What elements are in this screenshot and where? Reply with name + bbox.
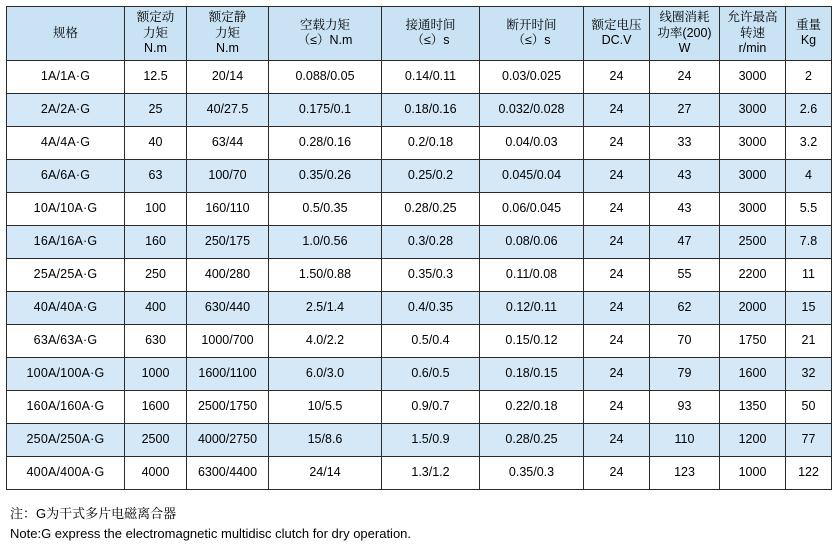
cell-rated-static-torque: 1600/1100 [187, 357, 269, 390]
cell-model: 40A/40A·G [7, 291, 125, 324]
header-line: W [678, 41, 691, 56]
header-line: N.m [216, 41, 239, 56]
table-body [7, 60, 832, 489]
cell-no-load-torque: 1.0/0.56 [269, 225, 382, 258]
cell-engage-time: 0.25/0.2 [382, 159, 480, 192]
column-header-weight [786, 7, 832, 61]
note-english: Note:G express the electromagnetic multidisc clutch for dry operation. [10, 526, 412, 542]
cell-rated-dynamic-torque: 630 [125, 324, 187, 357]
header-line: 额定电压 [591, 17, 642, 32]
cell-weight: 21 [786, 324, 832, 357]
cell-engage-time: 0.35/0.3 [382, 258, 480, 291]
header-line: 功率(200) [657, 25, 712, 40]
header-line: 接通时间 [405, 17, 456, 32]
table-row [7, 291, 832, 324]
cell-rated-dynamic-torque: 2500 [125, 423, 187, 456]
cell-rated-dynamic-torque: 1600 [125, 390, 187, 423]
header-line: 转速 [739, 25, 765, 40]
cell-rated-static-torque: 400/280 [187, 258, 269, 291]
cell-no-load-torque: 6.0/3.0 [269, 357, 382, 390]
cell-engage-time: 0.5/0.4 [382, 324, 480, 357]
cell-model: 4A/4A·G [7, 126, 125, 159]
table-header-row [7, 7, 832, 61]
cell-rated-voltage: 24 [584, 258, 650, 291]
table-row [7, 192, 832, 225]
cell-weight: 122 [786, 456, 832, 489]
cell-coil-power: 55 [650, 258, 720, 291]
cell-disengage-time: 0.15/0.12 [480, 324, 584, 357]
cell-coil-power: 27 [650, 93, 720, 126]
cell-max-speed: 3000 [720, 192, 786, 225]
cell-model: 25A/25A·G [7, 258, 125, 291]
cell-weight: 15 [786, 291, 832, 324]
cell-rated-voltage: 24 [584, 60, 650, 93]
cell-rated-voltage: 24 [584, 126, 650, 159]
cell-rated-voltage: 24 [584, 423, 650, 456]
cell-disengage-time: 0.28/0.25 [480, 423, 584, 456]
cell-rated-voltage: 24 [584, 357, 650, 390]
cell-rated-static-torque: 250/175 [187, 225, 269, 258]
cell-model: 6A/6A·G [7, 159, 125, 192]
table-row [7, 324, 832, 357]
cell-engage-time: 0.4/0.35 [382, 291, 480, 324]
cell-model: 16A/16A·G [7, 225, 125, 258]
cell-model: 160A/160A·G [7, 390, 125, 423]
cell-max-speed: 3000 [720, 60, 786, 93]
table-row [7, 390, 832, 423]
table-row [7, 357, 832, 390]
column-header-rated-voltage [584, 7, 650, 61]
cell-rated-dynamic-torque: 63 [125, 159, 187, 192]
cell-rated-dynamic-torque: 4000 [125, 456, 187, 489]
cell-disengage-time: 0.03/0.025 [480, 60, 584, 93]
cell-no-load-torque: 0.175/0.1 [269, 93, 382, 126]
cell-model: 1A/1A·G [7, 60, 125, 93]
cell-disengage-time: 0.35/0.3 [480, 456, 584, 489]
cell-rated-voltage: 24 [584, 159, 650, 192]
cell-rated-dynamic-torque: 400 [125, 291, 187, 324]
cell-weight: 3.2 [786, 126, 832, 159]
notes-block [6, 504, 831, 544]
specification-table [6, 6, 832, 490]
cell-rated-dynamic-torque: 25 [125, 93, 187, 126]
header-line: 空载力矩 [299, 17, 350, 32]
table-header [7, 7, 832, 61]
table-row [7, 225, 832, 258]
table-row [7, 258, 832, 291]
cell-engage-time: 0.14/0.11 [382, 60, 480, 93]
cell-no-load-torque: 4.0/2.2 [269, 324, 382, 357]
cell-no-load-torque: 10/5.5 [269, 390, 382, 423]
cell-engage-time: 0.6/0.5 [382, 357, 480, 390]
cell-rated-voltage: 24 [584, 192, 650, 225]
cell-weight: 32 [786, 357, 832, 390]
table-row [7, 126, 832, 159]
table-row [7, 60, 832, 93]
cell-max-speed: 1350 [720, 390, 786, 423]
column-header-disengage-time [480, 7, 584, 61]
cell-max-speed: 3000 [720, 93, 786, 126]
cell-coil-power: 62 [650, 291, 720, 324]
cell-weight: 2.6 [786, 93, 832, 126]
cell-no-load-torque: 0.28/0.16 [269, 126, 382, 159]
cell-no-load-torque: 0.35/0.26 [269, 159, 382, 192]
cell-weight: 7.8 [786, 225, 832, 258]
cell-rated-static-torque: 40/27.5 [187, 93, 269, 126]
cell-coil-power: 79 [650, 357, 720, 390]
header-line: DC.V [601, 33, 632, 48]
cell-coil-power: 24 [650, 60, 720, 93]
cell-coil-power: 110 [650, 423, 720, 456]
cell-rated-static-torque: 6300/4400 [187, 456, 269, 489]
cell-rated-static-torque: 63/44 [187, 126, 269, 159]
cell-no-load-torque: 24/14 [269, 456, 382, 489]
table-row [7, 159, 832, 192]
table-row [7, 456, 832, 489]
cell-rated-static-torque: 1000/700 [187, 324, 269, 357]
cell-rated-static-torque: 100/70 [187, 159, 269, 192]
cell-max-speed: 2000 [720, 291, 786, 324]
column-header-model [7, 7, 125, 61]
cell-disengage-time: 0.08/0.06 [480, 225, 584, 258]
cell-engage-time: 0.9/0.7 [382, 390, 480, 423]
cell-coil-power: 47 [650, 225, 720, 258]
column-header-max-speed [720, 7, 786, 61]
cell-disengage-time: 0.032/0.028 [480, 93, 584, 126]
header-line: 额定动 [136, 10, 175, 24]
cell-weight: 77 [786, 423, 832, 456]
cell-disengage-time: 0.22/0.18 [480, 390, 584, 423]
cell-engage-time: 1.3/1.2 [382, 456, 480, 489]
cell-max-speed: 2200 [720, 258, 786, 291]
cell-model: 250A/250A·G [7, 423, 125, 456]
cell-disengage-time: 0.18/0.15 [480, 357, 584, 390]
header-line: （≤）s [411, 33, 450, 48]
header-line: 断开时间 [506, 17, 557, 32]
column-header-engage-time [382, 7, 480, 61]
cell-model: 400A/400A·G [7, 456, 125, 489]
cell-max-speed: 3000 [720, 159, 786, 192]
cell-max-speed: 1600 [720, 357, 786, 390]
column-header-coil-power [650, 7, 720, 61]
cell-max-speed: 3000 [720, 126, 786, 159]
cell-rated-dynamic-torque: 1000 [125, 357, 187, 390]
cell-model: 10A/10A·G [7, 192, 125, 225]
cell-weight: 2 [786, 60, 832, 93]
cell-max-speed: 1200 [720, 423, 786, 456]
header-line: N.m [144, 41, 167, 56]
cell-rated-static-torque: 20/14 [187, 60, 269, 93]
cell-rated-voltage: 24 [584, 225, 650, 258]
cell-weight: 5.5 [786, 192, 832, 225]
cell-disengage-time: 0.12/0.11 [480, 291, 584, 324]
column-header-rated-dynamic-torque [125, 7, 187, 61]
cell-coil-power: 70 [650, 324, 720, 357]
cell-engage-time: 0.3/0.28 [382, 225, 480, 258]
cell-engage-time: 0.28/0.25 [382, 192, 480, 225]
header-line: 重量 [795, 17, 821, 32]
cell-disengage-time: 0.06/0.045 [480, 192, 584, 225]
cell-max-speed: 2500 [720, 225, 786, 258]
cell-weight: 4 [786, 159, 832, 192]
header-line: 力矩 [214, 25, 240, 40]
cell-coil-power: 93 [650, 390, 720, 423]
cell-model: 100A/100A·G [7, 357, 125, 390]
cell-no-load-torque: 0.5/0.35 [269, 192, 382, 225]
cell-coil-power: 33 [650, 126, 720, 159]
cell-rated-dynamic-torque: 100 [125, 192, 187, 225]
column-header-rated-static-torque [187, 7, 269, 61]
header-line: 力矩 [142, 25, 168, 40]
cell-rated-dynamic-torque: 12.5 [125, 60, 187, 93]
cell-max-speed: 1000 [720, 456, 786, 489]
header-line: 线圈消耗 [659, 10, 710, 24]
header-line: （≤）N.m [297, 33, 353, 48]
cell-rated-static-torque: 2500/1750 [187, 390, 269, 423]
header-line: 规格 [52, 25, 78, 40]
cell-coil-power: 123 [650, 456, 720, 489]
cell-model: 2A/2A·G [7, 93, 125, 126]
cell-rated-voltage: 24 [584, 456, 650, 489]
table-row [7, 423, 832, 456]
cell-rated-dynamic-torque: 250 [125, 258, 187, 291]
header-line: （≤）s [512, 33, 551, 48]
cell-rated-static-torque: 160/110 [187, 192, 269, 225]
cell-engage-time: 1.5/0.9 [382, 423, 480, 456]
cell-rated-voltage: 24 [584, 93, 650, 126]
cell-coil-power: 43 [650, 159, 720, 192]
header-line: Kg [800, 33, 817, 48]
cell-no-load-torque: 0.088/0.05 [269, 60, 382, 93]
header-line: r/min [738, 41, 767, 56]
cell-coil-power: 43 [650, 192, 720, 225]
cell-no-load-torque: 15/8.6 [269, 423, 382, 456]
cell-rated-static-torque: 4000/2750 [187, 423, 269, 456]
cell-weight: 11 [786, 258, 832, 291]
note-chinese: 注：G为干式多片电磁离合器 [10, 505, 177, 521]
cell-no-load-torque: 2.5/1.4 [269, 291, 382, 324]
cell-rated-voltage: 24 [584, 390, 650, 423]
cell-rated-voltage: 24 [584, 324, 650, 357]
cell-weight: 50 [786, 390, 832, 423]
cell-engage-time: 0.18/0.16 [382, 93, 480, 126]
cell-max-speed: 1750 [720, 324, 786, 357]
header-line: 允许最高 [727, 10, 778, 24]
cell-rated-static-torque: 630/440 [187, 291, 269, 324]
header-line: 额定静 [208, 10, 247, 24]
cell-engage-time: 0.2/0.18 [382, 126, 480, 159]
table-row [7, 93, 832, 126]
cell-rated-dynamic-torque: 40 [125, 126, 187, 159]
cell-rated-voltage: 24 [584, 291, 650, 324]
cell-disengage-time: 0.045/0.04 [480, 159, 584, 192]
cell-model: 63A/63A·G [7, 324, 125, 357]
cell-disengage-time: 0.11/0.08 [480, 258, 584, 291]
cell-no-load-torque: 1.50/0.88 [269, 258, 382, 291]
cell-rated-dynamic-torque: 160 [125, 225, 187, 258]
column-header-no-load-torque [269, 7, 382, 61]
cell-disengage-time: 0.04/0.03 [480, 126, 584, 159]
